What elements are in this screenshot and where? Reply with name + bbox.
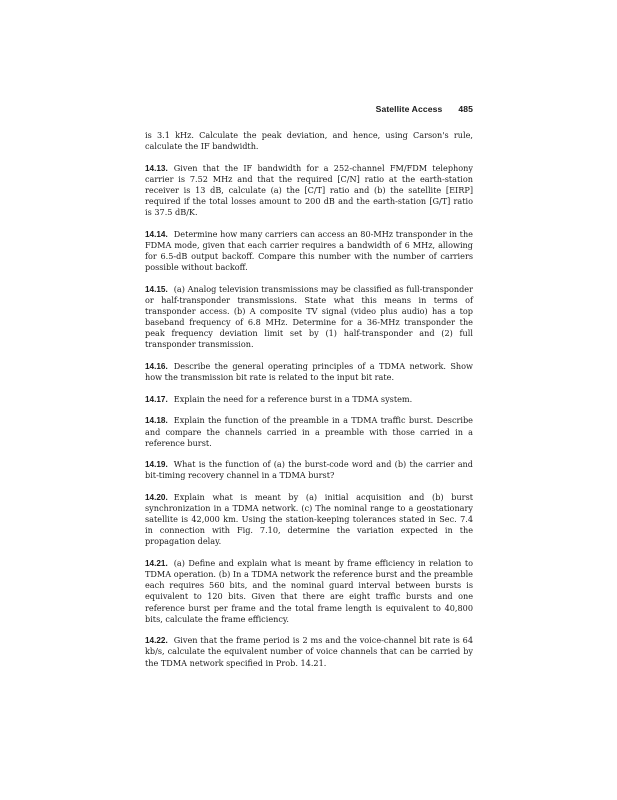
problem-14-21 [145,558,473,625]
problem-text: Explain the need for a reference burst in a TDMA system. [173,393,413,404]
problem-text: Given that the frame period is 2 ms and the voice-channel bit rate is 64 kb/s, calculate the equivalent number of voice channels that can be carried by the TDMA network specified in Prob. 14.21. [145,635,473,668]
problem-number: 14.20. [145,493,168,503]
problem-14-14 [145,229,473,273]
problem-14-19 [145,459,473,481]
problem-14-22 [145,635,473,668]
problem-text: Explain the function of the preamble in a TDMA traffic burst. Describe and compare the channels carried in a preamble with those carried in a reference burst. [145,415,473,448]
problem-text: Describe the general operating principles of a TDMA network. Show how the transmission bit rate is related to the input bit rate. [145,360,473,383]
problem-14-13 [145,163,473,218]
problem-list [145,130,473,679]
running-head [145,104,473,114]
problem-text: (a) Analog television transmissions may be classified as full-transponder or half-transponder transmissions. State what this means in terms of transponder access. (b) A composite TV signal (video plus audio) has a top baseband frequency of 6.8 MHz. Determine for a 36-MHz transponder the peak frequency deviation limit set by (1) half-transponder and (2) full transponder transmission. [145,283,473,350]
problem-14-16 [145,361,473,383]
problem-text: (a) Define and explain what is meant by frame efficiency in relation to TDMA operation. (b) In a TDMA network the reference burst and the preamble each requires 560 bits, and the nominal guard interval between bursts is equivalent to 120 bits. Given that there are eight traffic bursts and one reference burst per frame and the total frame length is equivalent to 40,800 bits, calculate the frame efficiency. [145,558,473,624]
problem-number: 14.13. [145,163,168,173]
problem-number: 14.16. [145,361,168,371]
problem-number: 14.17. [145,394,168,404]
problem-number: 14.19. [145,460,168,470]
problem-number: 14.14. [145,229,168,239]
problem-14-17 [145,394,473,405]
problem-number: 14.15. [145,284,168,294]
problem-text: Given that the IF bandwidth for a 252-channel FM/FDM telephony carrier is 7.52 MHz and that the required [C/N] ratio at the earth-station receiver is 13 dB, calculate (a) the [C/T] ratio and (b) the satellite [EIRP] required if the total losses amount to 200 dB and the earth-station [G/T] ratio is 37.5 dB/K. [145,162,473,218]
problem-number: 14.18. [145,416,168,426]
problem-14-18 [145,415,473,448]
problem-number: 14.21. [145,559,168,569]
page-number: 485 [458,104,473,114]
problem-number: 14.22. [145,636,168,646]
problem-14-20 [145,492,473,547]
problem-text: Explain what is meant by (a) initial acquisition and (b) burst synchronization in a TDMA network. (c) The nominal range to a geostationary satellite is 42,000 km. Using the station-keeping tolerances stated in Sec. 7.4 in connection with Fig. 7.10, determine the variation expected in the propagation delay. [145,492,473,547]
problem-text: is 3.1 kHz. Calculate the peak deviation, and hence, using Carson's rule, calculate the IF bandwidth. [145,130,473,152]
problem-text: Determine how many carriers can access an 80-MHz transponder in the FDMA mode, given that each carrier requires a bandwidth of 6 MHz, allowing for 6.5-dB output backoff. Compare this number with the number of carriers possible without backoff. [145,228,473,273]
problem-14-15 [145,284,473,351]
problem-continuation [145,130,473,152]
running-title: Satellite Access [375,104,443,114]
problem-text: What is the function of (a) the burst-code word and (b) the carrier and bit-timing recovery channel in a TDMA burst? [145,459,473,481]
